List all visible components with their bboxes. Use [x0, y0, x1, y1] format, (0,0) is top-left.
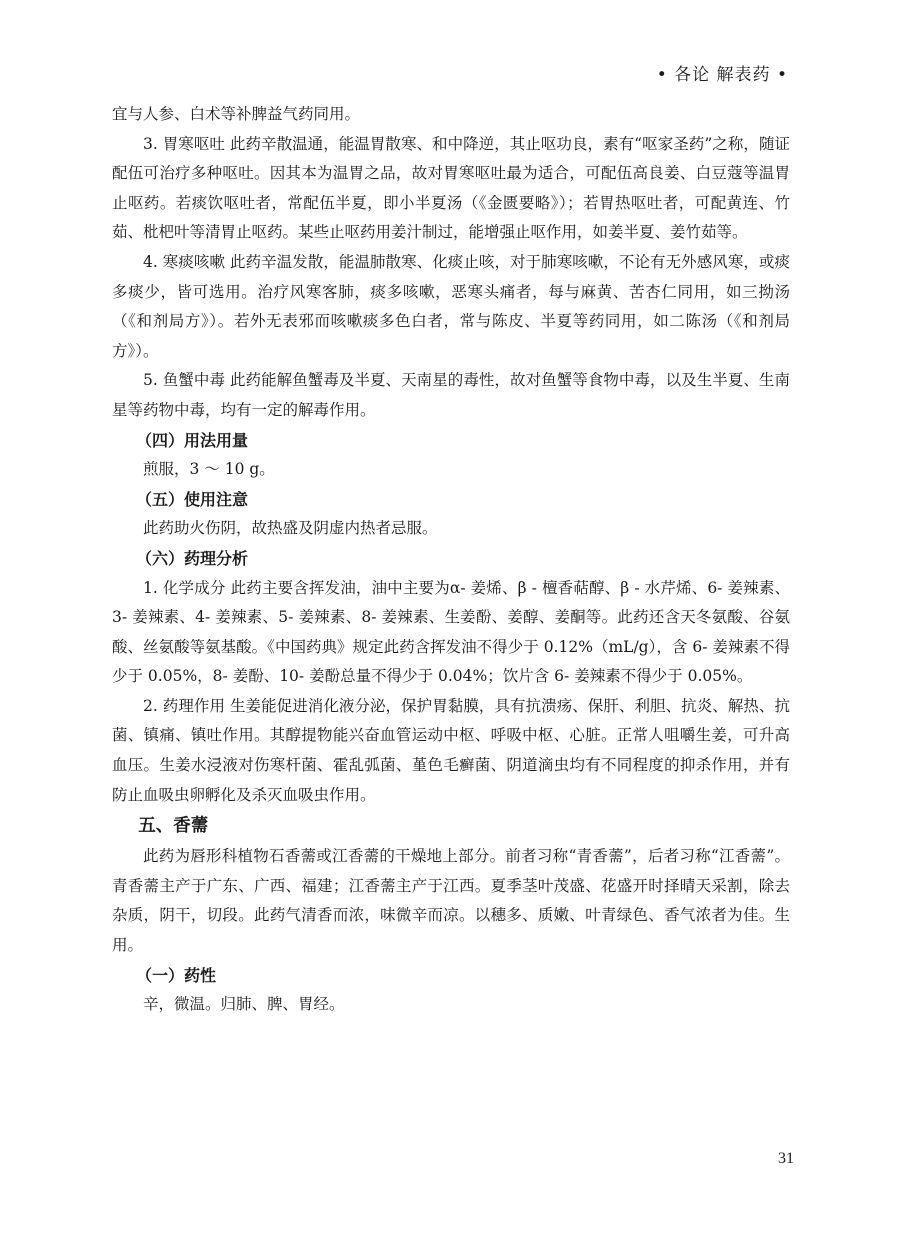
- section-heading-pharmacology: （六）药理分析: [136, 548, 249, 568]
- paragraph-pharmacological-action: 2. 药理作用 生姜能促进消化液分泌，保护胃黏膜，具有抗溃疡、保肝、利胆、抗炎、解热、抗菌、镇痛、镇吐作用。其醇提物能兴奋血管运动中枢、呼吸中枢、心脏。正常人咀嚼生姜，可升高血压。生姜水浸液对伤寒杆菌、霍乱弧菌、堇色毛癣菌、阴道滴虫均有不同程度的抑杀作用，并有防止血吸虫卵孵化及杀灭血吸虫作用。: [112, 696, 790, 804]
- section-heading-properties: （一）药性: [136, 965, 217, 985]
- paragraph-chemical-composition: 1. 化学成分 此药主要含挥发油，油中主要为α- 姜烯、β - 檀香萜醇、β - 水芹烯、6- 姜辣素、3- 姜辣素、4- 姜辣素、5- 姜辣素、8- 姜辣素、生姜酚、姜醇、姜酮等。此药还含天冬氨酸、谷氨酸、丝氨酸等氨基酸。《中国药典》规定此药含挥发油不得少于 0.12%（mL/g），含 6- 姜辣素不得少于 0.05%，8- 姜酚、10- 姜酚总量不得少于 0.04%；饮片含 6- 姜辣素不得少于 0.05%。: [112, 578, 790, 686]
- page-body: [112, 100, 790, 1020]
- section-heading-dosage: （四）用法用量: [136, 430, 249, 450]
- paragraph-cold-phlegm-cough: 4. 寒痰咳嗽 此药辛温发散，能温肺散寒、化痰止咳，对于肺寒咳嗽，不论有无外感风寒，或痰多痰少，皆可选用。治疗风寒客肺，痰多咳嗽，恶寒头痛者，每与麻黄、苦杏仁同用，如三拗汤（《和剂局方》）。若外无表邪而咳嗽痰多色白者，常与陈皮、半夏等药同用，如二陈汤（《和剂局方》）。: [112, 252, 790, 360]
- page-number: 31: [778, 1150, 794, 1167]
- paragraph-properties: 辛，微温。归肺、脾、胃经。: [143, 995, 345, 1014]
- paragraph-stomach-cold-vomiting: 3. 胃寒呕吐 此药辛散温通，能温胃散寒、和中降逆，其止呕功良，素有“呕家圣药”之称，随证配伍可治疗多种呕吐。因其本为温胃之品，故对胃寒呕吐最为适合，可配伍高良姜、白豆蔻等温胃止呕药。若痰饮呕吐者，常配伍半夏，即小半夏汤（《金匮要略》）；若胃热呕吐者，可配黄连、竹茹、枇杷叶等清胃止呕药。某些止呕药用姜汁制过，能增强止呕作用，如姜半夏、姜竹茹等。: [112, 134, 790, 242]
- paragraph-xiangru-intro: 此药为唇形科植物石香薷或江香薷的干燥地上部分。前者习称“青香薷”，后者习称“江香薷”。青香薷主产于广东、广西、福建；江香薷主产于江西。夏季茎叶茂盛、花盛开时择晴天采割，除去杂质，阴干，切段。此药气清香而浓，味微辛而凉。以穗多、质嫩、叶青绿色、香气浓者为佳。生用。: [112, 847, 790, 955]
- paragraph-dosage: 煎服，3 ～ 10 g。: [143, 460, 275, 479]
- paragraph-fish-crab-poisoning: 5. 鱼蟹中毒 此药能解鱼蟹毒及半夏、天南星的毒性，故对鱼蟹等食物中毒，以及生半夏、生南星等药物中毒，均有一定的解毒作用。: [112, 371, 790, 419]
- chapter-heading-xiangru: 五、香薷: [138, 816, 209, 837]
- paragraph-precautions: 此药助火伤阴，故热盛及阴虚内热者忌服。: [143, 519, 438, 538]
- section-heading-precautions: （五）使用注意: [136, 489, 249, 509]
- paragraph-continuation: 宜与人参、白术等补脾益气药同用。: [112, 105, 361, 123]
- running-header: • 各论 解表药 •: [656, 65, 788, 85]
